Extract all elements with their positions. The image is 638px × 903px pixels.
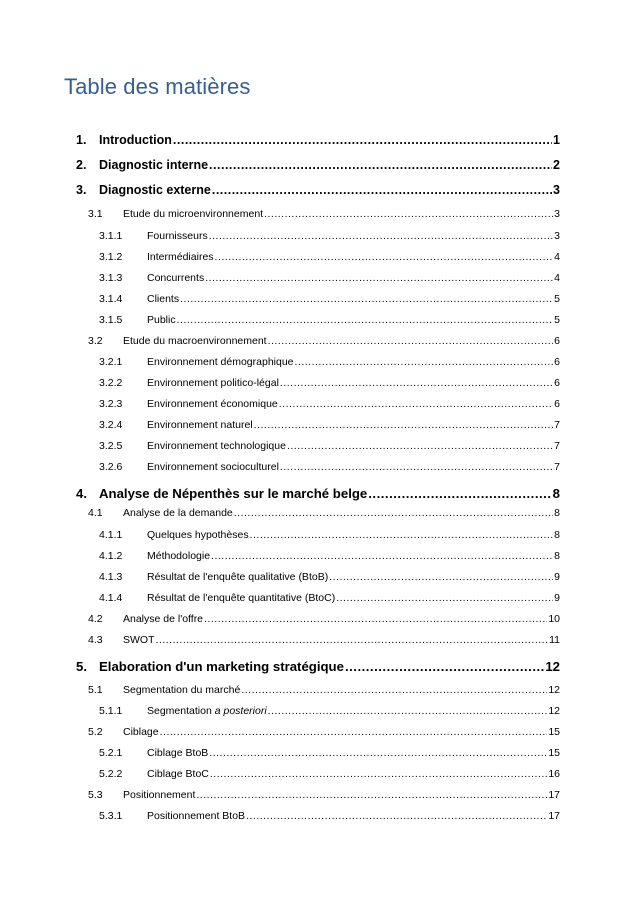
toc-dot-leader bbox=[209, 230, 553, 242]
toc-entry[interactable] bbox=[88, 684, 560, 696]
toc-entry-number: 3.2.4 bbox=[99, 419, 123, 431]
toc-entry[interactable] bbox=[88, 613, 560, 625]
toc-entry-page: 17 bbox=[548, 810, 560, 822]
toc-entry[interactable] bbox=[99, 529, 560, 541]
toc-entry-number: 5.3.1 bbox=[99, 810, 123, 822]
toc-entry-title: Environnement économique bbox=[147, 398, 278, 410]
toc-dot-leader bbox=[205, 272, 553, 284]
toc-entry-number: 3.2.3 bbox=[99, 398, 123, 410]
toc-entry-number: 3.2 bbox=[88, 335, 103, 347]
toc-entry-title: Etude du macroenvironnement bbox=[123, 335, 267, 347]
toc-entry-page: 7 bbox=[554, 419, 560, 431]
toc-entry-page: 8 bbox=[554, 550, 560, 562]
toc-entry-title: Concurrents bbox=[147, 272, 205, 284]
toc-entry-page: 8 bbox=[554, 529, 560, 541]
toc-entry-number: 3.2.2 bbox=[99, 377, 123, 389]
toc-dot-leader bbox=[280, 461, 553, 473]
toc-entry[interactable] bbox=[99, 272, 560, 284]
toc-entry-title: Environnement démographique bbox=[147, 356, 294, 368]
toc-dot-leader bbox=[280, 377, 553, 389]
toc-dot-leader bbox=[279, 398, 553, 410]
toc-entry[interactable] bbox=[99, 440, 560, 452]
toc-entry[interactable] bbox=[76, 659, 560, 674]
toc-entry-title: Environnement naturel bbox=[147, 419, 253, 431]
toc-entry-title: Elaboration d'un marketing stratégique bbox=[99, 659, 344, 674]
toc-entry-number: 5.2.1 bbox=[99, 747, 123, 759]
page-title: Table des matières bbox=[64, 74, 251, 99]
toc-dot-leader bbox=[368, 486, 551, 501]
toc-entry[interactable] bbox=[76, 158, 560, 172]
toc-entry[interactable] bbox=[88, 507, 560, 519]
toc-entry-title: Environnement socioculturel bbox=[147, 461, 279, 473]
toc-entry-page: 12 bbox=[548, 684, 560, 696]
toc-dot-leader bbox=[180, 293, 553, 305]
toc-entry-page: 7 bbox=[554, 440, 560, 452]
toc-entry[interactable] bbox=[99, 293, 560, 305]
toc-entry[interactable] bbox=[99, 550, 560, 562]
toc-entry-number: 4. bbox=[76, 486, 87, 501]
toc-entry-page: 1 bbox=[553, 133, 560, 147]
toc-entry-number: 4.1.3 bbox=[99, 571, 123, 583]
toc-entry[interactable] bbox=[99, 768, 560, 780]
toc-entry-title: Public bbox=[147, 314, 176, 326]
toc-entry[interactable] bbox=[99, 356, 560, 368]
toc-entry-page: 8 bbox=[552, 486, 560, 501]
toc-entry-number: 5.3 bbox=[88, 789, 103, 801]
toc-entry-title-emphasis: a posteriori bbox=[214, 705, 267, 717]
toc-entry-page: 3 bbox=[553, 183, 560, 197]
toc-entry-number: 3. bbox=[76, 183, 87, 197]
toc-entry[interactable] bbox=[99, 398, 560, 410]
toc-entry-page: 7 bbox=[554, 461, 560, 473]
toc-entry-page: 6 bbox=[554, 356, 560, 368]
toc-dot-leader bbox=[234, 507, 553, 519]
toc-entry-number: 2. bbox=[76, 158, 87, 172]
toc-dot-leader bbox=[209, 158, 552, 172]
toc-entry[interactable] bbox=[76, 183, 560, 197]
toc-dot-leader bbox=[211, 550, 553, 562]
toc-entry-title: Analyse de la demande bbox=[123, 507, 233, 519]
toc-entry-title: Analyse de l'offre bbox=[123, 613, 204, 625]
toc-entry-page: 5 bbox=[554, 314, 560, 326]
toc-dot-leader bbox=[209, 747, 547, 759]
toc-entry-title: Clients bbox=[147, 293, 180, 305]
toc-dot-leader bbox=[268, 705, 548, 717]
toc-entry-title: Segmentation du marché bbox=[123, 684, 241, 696]
toc-dot-leader bbox=[196, 789, 547, 801]
toc-entry-page: 4 bbox=[554, 272, 560, 284]
toc-dot-leader bbox=[254, 419, 554, 431]
toc-entry[interactable] bbox=[88, 726, 560, 738]
toc-entry-title: Ciblage bbox=[123, 726, 159, 738]
toc-entry-number: 4.2 bbox=[88, 613, 103, 625]
toc-entry-number: 3.1.4 bbox=[99, 293, 123, 305]
toc-dot-leader bbox=[250, 529, 554, 541]
toc-dot-leader bbox=[246, 810, 547, 822]
toc-dot-leader bbox=[156, 634, 549, 646]
toc-entry-number: 1. bbox=[76, 133, 87, 147]
toc-entry-title: Résultat de l'enquête qualitative (BtoB) bbox=[147, 571, 329, 583]
toc-entry-page: 11 bbox=[549, 634, 560, 646]
toc-entry[interactable] bbox=[99, 810, 560, 822]
toc-entry-number: 4.1 bbox=[88, 507, 103, 519]
toc-entry[interactable] bbox=[99, 461, 560, 473]
toc-entry-number: 5. bbox=[76, 659, 87, 674]
toc-dot-leader bbox=[287, 440, 553, 452]
toc-dot-leader bbox=[177, 314, 554, 326]
toc-entry-page: 9 bbox=[554, 592, 560, 604]
toc-entry-title: Méthodologie bbox=[147, 550, 211, 562]
toc-dot-leader bbox=[173, 133, 552, 147]
toc-entry-page: 9 bbox=[554, 571, 560, 583]
toc-entry-page: 3 bbox=[554, 230, 560, 242]
toc-entry[interactable] bbox=[76, 486, 560, 501]
toc-entry-title: Fournisseurs bbox=[147, 230, 208, 242]
toc-entry[interactable] bbox=[99, 251, 560, 263]
toc-entry[interactable] bbox=[76, 133, 560, 147]
toc-dot-leader bbox=[212, 183, 552, 197]
toc-dot-leader bbox=[215, 251, 554, 263]
toc-entry-number: 3.2.1 bbox=[99, 356, 123, 368]
toc-entry-title: SWOT bbox=[123, 634, 155, 646]
toc-entry-title: Quelques hypothèses bbox=[147, 529, 249, 541]
toc-entry-page: 16 bbox=[548, 768, 560, 780]
toc-entry-number: 4.1.2 bbox=[99, 550, 123, 562]
toc-entry-title: Etude du microenvironnement bbox=[123, 208, 264, 220]
toc-dot-leader bbox=[204, 613, 547, 625]
toc-entry-number: 3.1 bbox=[88, 208, 103, 220]
toc-dot-leader bbox=[160, 726, 548, 738]
toc-entry-title: Diagnostic externe bbox=[99, 183, 211, 197]
toc-dot-leader bbox=[336, 592, 553, 604]
toc-dot-leader bbox=[329, 571, 553, 583]
toc-dot-leader bbox=[345, 659, 544, 674]
toc-entry-number: 3.2.6 bbox=[99, 461, 123, 473]
toc-entry-number: 5.1 bbox=[88, 684, 103, 696]
toc-dot-leader bbox=[241, 684, 547, 696]
toc-entry-page: 15 bbox=[548, 747, 560, 759]
toc-entry-number: 5.2.2 bbox=[99, 768, 123, 780]
toc-entry-number: 3.1.5 bbox=[99, 314, 123, 326]
toc-entry-page: 3 bbox=[554, 208, 560, 220]
toc-entry-page: 5 bbox=[554, 293, 560, 305]
toc-entry-page: 2 bbox=[553, 158, 560, 172]
toc-entry-title: Positionnement BtoB bbox=[147, 810, 246, 822]
toc-entry-page: 6 bbox=[554, 377, 560, 389]
toc-entry-number: 5.2 bbox=[88, 726, 103, 738]
toc-entry-number: 4.1.1 bbox=[99, 529, 123, 541]
toc-entry[interactable] bbox=[99, 571, 560, 583]
toc-entry-title: Résultat de l'enquête quantitative (BtoC) bbox=[147, 592, 336, 604]
toc-entry[interactable] bbox=[99, 747, 560, 759]
toc-entry-number: 4.3 bbox=[88, 634, 103, 646]
toc-dot-leader bbox=[295, 356, 554, 368]
toc-entry-title: Diagnostic interne bbox=[99, 158, 209, 172]
toc-entry[interactable] bbox=[99, 419, 560, 431]
toc-entry[interactable] bbox=[99, 314, 560, 326]
toc-entry-number: 3.1.3 bbox=[99, 272, 123, 284]
toc-entry-number: 3.1.1 bbox=[99, 230, 123, 242]
toc-entry-number: 3.1.2 bbox=[99, 251, 123, 263]
toc-entry[interactable] bbox=[88, 789, 560, 801]
toc-entry[interactable] bbox=[99, 592, 560, 604]
toc-entry-title: Analyse de Népenthès sur le marché belge bbox=[99, 486, 368, 501]
toc-entry-title: Segmentation a posteriori bbox=[147, 705, 267, 717]
toc-entry-number: 5.1.1 bbox=[99, 705, 123, 717]
toc-entry-page: 17 bbox=[548, 789, 560, 801]
toc-entry-page: 4 bbox=[554, 251, 560, 263]
toc-dot-leader bbox=[210, 768, 547, 780]
toc-entry[interactable] bbox=[99, 705, 560, 717]
toc-entry-title: Introduction bbox=[99, 133, 172, 147]
toc-entry-title: Positionnement bbox=[123, 789, 196, 801]
toc-entry-title: Environnement politico-légal bbox=[147, 377, 279, 389]
toc-dot-leader bbox=[268, 335, 554, 347]
toc-entry-page: 12 bbox=[545, 659, 560, 674]
toc-dot-leader bbox=[264, 208, 553, 220]
toc-entry-number: 4.1.4 bbox=[99, 592, 123, 604]
toc-entry-title: Intermédiaires bbox=[147, 251, 214, 263]
toc-entry[interactable] bbox=[88, 208, 560, 220]
toc-entry-title: Ciblage BtoC bbox=[147, 768, 209, 780]
toc-entry-page: 15 bbox=[548, 726, 560, 738]
toc-entry[interactable] bbox=[99, 230, 560, 242]
toc-entry-number: 3.2.5 bbox=[99, 440, 123, 452]
toc-entry-title: Environnement technologique bbox=[147, 440, 286, 452]
toc-entry-page: 6 bbox=[554, 335, 560, 347]
toc-entry-title: Ciblage BtoB bbox=[147, 747, 209, 759]
toc-entry[interactable] bbox=[88, 335, 560, 347]
toc-entry-page: 10 bbox=[548, 613, 560, 625]
toc-entry-page: 8 bbox=[554, 507, 560, 519]
toc-entry-page: 12 bbox=[548, 705, 560, 717]
toc-entry-page: 6 bbox=[554, 398, 560, 410]
toc-entry[interactable] bbox=[88, 634, 560, 646]
toc-entry[interactable] bbox=[99, 377, 560, 389]
